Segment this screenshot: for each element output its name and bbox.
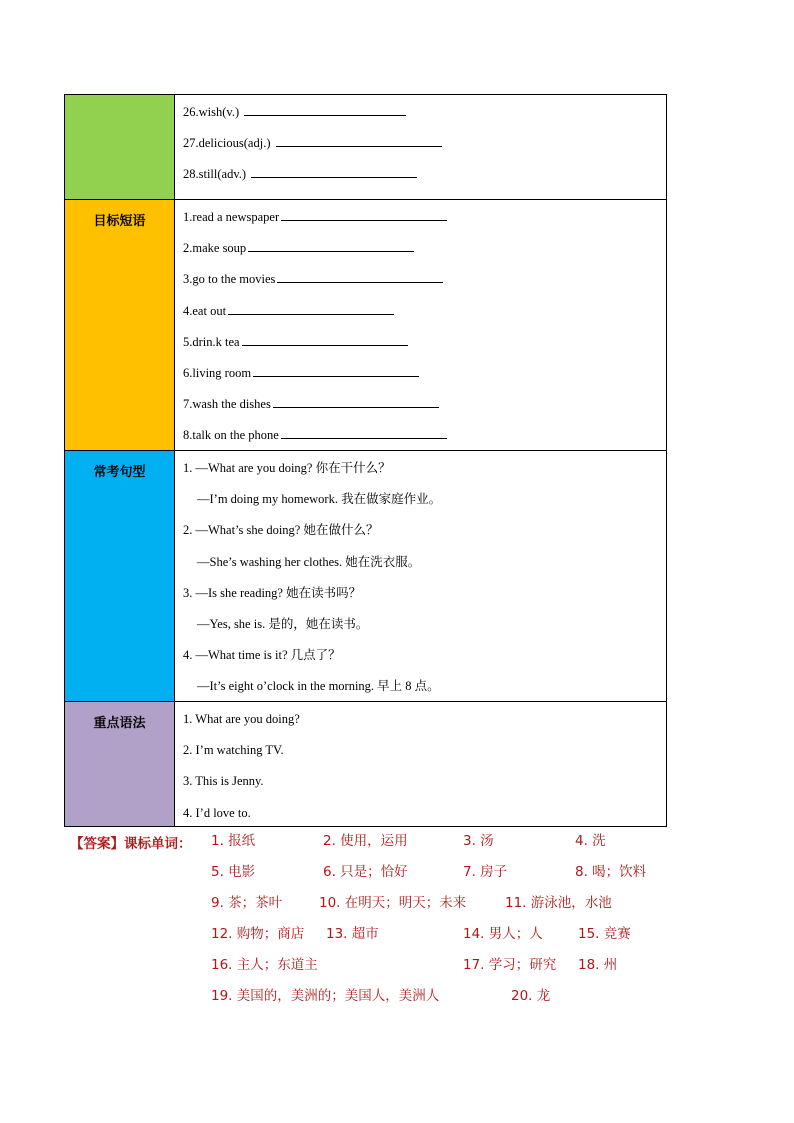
answer-item: 19. 美国的，美洲的；美国人，美洲人 <box>211 988 440 1004</box>
sentences-content <box>175 451 666 701</box>
answer-blank[interactable] <box>281 208 447 221</box>
grammar-line: 3. This is Jenny. <box>183 774 264 789</box>
answer-item: 6. 只是；恰好 <box>323 864 408 880</box>
vocab-content <box>175 95 666 199</box>
sentence-line: —Yes, she is. 是的，她在读书。 <box>197 616 369 631</box>
phrase-line: 8.talk on the phone <box>183 420 666 451</box>
answer-blank[interactable] <box>242 333 408 346</box>
vocab-label-cell <box>65 95 175 199</box>
grammar-content <box>175 702 666 826</box>
vocab-row <box>65 95 666 199</box>
answer-item: 15. 竞赛 <box>578 926 631 942</box>
phrase-line: 6.living room <box>183 358 666 389</box>
sentence-line: —She’s washing her clothes. 她在洗衣服。 <box>197 554 421 569</box>
grammar-label-cell: 重点语法 <box>65 702 175 826</box>
answer-blank[interactable] <box>248 239 414 252</box>
phrase-line: 2.make soup <box>183 233 666 264</box>
answer-blank[interactable] <box>276 134 442 147</box>
answer-item: 5. 电影 <box>211 864 256 880</box>
answer-row <box>211 857 731 888</box>
answer-row <box>211 950 731 981</box>
answer-item: 8. 喝；饮料 <box>575 864 647 880</box>
answer-blank[interactable] <box>253 364 419 377</box>
sentences-row <box>65 450 666 701</box>
answer-item: 7. 房子 <box>463 864 508 880</box>
grammar-line: 1. What are you doing? <box>183 712 300 726</box>
sentence-line: 2. —What’s she doing? 她在做什么？ <box>183 523 379 538</box>
answer-heading: 【答案】课标单词： <box>70 836 192 852</box>
answer-blank[interactable] <box>281 426 447 439</box>
sentence-line: 1. —What are you doing? 你在干什么？ <box>183 461 391 475</box>
answer-blank[interactable] <box>228 302 394 315</box>
phrase-line: 3.go to the movies <box>183 264 666 295</box>
phrases-label-cell: 目标短语 <box>65 200 175 450</box>
phrase-line: 1.read a newspaper <box>183 202 666 233</box>
sentence-line: 4. —What time is it? 几点了？ <box>183 648 341 663</box>
vocab-line: 26.wish(v.) <box>183 97 666 128</box>
answer-item: 4. 洗 <box>575 833 606 849</box>
answer-blank[interactable] <box>244 103 406 116</box>
answer-item: 11. 游泳池，水池 <box>505 895 612 911</box>
sentence-line: 3. —Is she reading? 她在读书吗？ <box>183 585 362 600</box>
sentence-line: —I’m doing my homework. 我在做家庭作业。 <box>197 492 442 507</box>
answer-item: 18. 州 <box>578 957 618 973</box>
answer-row <box>211 981 731 1012</box>
answer-blank[interactable] <box>273 395 439 408</box>
study-table <box>64 94 667 827</box>
answer-item: 14. 男人；人 <box>463 926 543 942</box>
answer-item: 2. 使用，运用 <box>323 833 408 849</box>
grammar-row <box>65 701 666 826</box>
vocab-line: 27.delicious(adj.) <box>183 128 666 159</box>
answer-item: 1. 报纸 <box>211 833 256 849</box>
answer-item: 20. 龙 <box>511 988 551 1004</box>
phrase-line: 4.eat out <box>183 296 666 327</box>
answer-item: 10. 在明天；明天；未来 <box>319 895 467 911</box>
sentence-line: —It’s eight o’clock in the morning. 早上 8 点。 <box>197 679 440 694</box>
vocab-line: 28.still(adv.) <box>183 159 666 190</box>
answer-blank[interactable] <box>251 165 417 178</box>
answer-row <box>211 888 731 919</box>
phrase-line: 5.drin.k tea <box>183 327 666 358</box>
grammar-line: 4. I’d love to. <box>183 805 251 820</box>
sentences-label-cell: 常考句型 <box>65 451 175 701</box>
grammar-line: 2. I’m watching TV. <box>183 743 284 758</box>
answer-row <box>211 826 731 857</box>
answer-item: 13. 超市 <box>326 926 379 942</box>
phrases-row <box>65 199 666 450</box>
answer-item: 17. 学习；研究 <box>463 957 557 973</box>
phrases-content <box>175 200 666 450</box>
phrase-line: 7.wash the dishes <box>183 389 666 420</box>
answer-item: 16. 主人；东道主 <box>211 957 318 973</box>
answer-blank[interactable] <box>277 270 443 283</box>
answer-item: 12. 购物；商店 <box>211 926 305 942</box>
answer-item: 3. 汤 <box>463 833 494 849</box>
answer-item: 9. 茶；茶叶 <box>211 895 283 911</box>
answer-row <box>211 919 731 950</box>
